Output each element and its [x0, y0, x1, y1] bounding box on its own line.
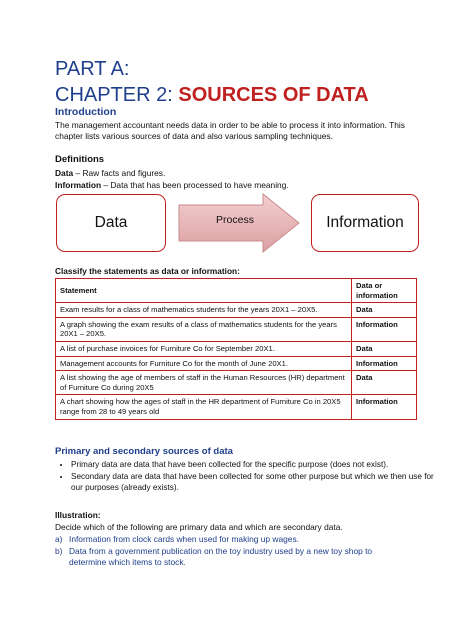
diagram-data-box: [56, 194, 166, 252]
definition-data: [55, 168, 165, 178]
table-header-row: [56, 279, 417, 303]
statement-cell: A list showing the age of members of staff in the Human Resources (HR) department of Furniture Co during 20X5: [56, 371, 352, 395]
diagram-information-label: Information: [326, 214, 404, 231]
chapter-prefix: CHAPTER 2:: [55, 84, 179, 106]
definition-information-term: Information: [55, 180, 102, 190]
answer-cell: Information: [352, 317, 417, 341]
option-b-text-1: Data from a government publication on the toy industry used by a new toy shop to: [69, 546, 373, 556]
primary-secondary-list: [55, 459, 441, 494]
answer-cell: Data: [352, 371, 417, 395]
primary-secondary-heading: Primary and secondary sources of data: [55, 446, 233, 457]
illustration-option-b: [55, 546, 425, 568]
list-item: • Secondary data are data that have been collected for some other purpose but which we then use for our purposes (already exists).: [71, 471, 441, 493]
definition-information: [55, 180, 289, 190]
option-b-text-2: determine which items to stock.: [69, 557, 186, 567]
part-heading: PART A:: [55, 58, 130, 80]
table-row: [56, 395, 417, 419]
table-row: [56, 317, 417, 341]
illustration-heading: Illustration:: [55, 510, 101, 520]
introduction-heading: Introduction: [55, 106, 117, 118]
table-row: [56, 341, 417, 356]
chapter-heading: [55, 84, 369, 106]
header-answer: Data or information: [352, 279, 417, 303]
classification-table: [55, 278, 417, 420]
illustration-text: Decide which of the following are primary data and which are secondary data.: [55, 522, 343, 532]
table-row: [56, 371, 417, 395]
diagram-process-label: Process: [216, 214, 254, 226]
option-b-label: b): [55, 546, 63, 556]
answer-cell: Information: [352, 395, 417, 419]
statement-cell: A graph showing the exam results of a class of mathematics students for the years 20X1 – 20X5.: [56, 317, 352, 341]
header-statement: Statement: [56, 279, 352, 303]
statement-cell: A list of purchase invoices for Furniture Co for September 20X1.: [56, 341, 352, 356]
option-a-text: Information from clock cards when used for making up wages.: [69, 534, 299, 544]
illustration-option-a: [55, 534, 299, 545]
statement-cell: Management accounts for Furniture Co for the month of June 20X1.: [56, 356, 352, 371]
table-row: [56, 356, 417, 371]
chapter-title: SOURCES OF DATA: [178, 84, 369, 106]
introduction-text: The management accountant needs data in order to be able to process it into information. This chapter lists various sources of data and also various sampling techniques.: [55, 120, 405, 141]
classify-heading: Classify the statements as data or information:: [55, 266, 240, 276]
statement-cell: Exam results for a class of mathematics students for the years 20X1 – 20X5.: [56, 303, 352, 318]
answer-cell: Information: [352, 356, 417, 371]
definition-information-text: – Data that has been processed to have meaning.: [101, 180, 289, 190]
answer-cell: Data: [352, 303, 417, 318]
definition-data-text: – Raw facts and figures.: [73, 168, 166, 178]
definition-data-term: Data: [55, 168, 74, 178]
definitions-heading: Definitions: [55, 154, 105, 165]
diagram-data-label: Data: [94, 214, 128, 231]
answer-cell: Data: [352, 341, 417, 356]
diagram-information-box: [311, 194, 419, 252]
option-a-label: a): [55, 534, 63, 544]
list-item: • Primary data are data that have been collected for the specific purpose (does not exist).: [71, 459, 441, 470]
statement-cell: A chart showing how the ages of staff in the HR department of Furniture Co in 20X5 range from 28 to 49 years old: [56, 395, 352, 419]
table-row: [56, 303, 417, 318]
